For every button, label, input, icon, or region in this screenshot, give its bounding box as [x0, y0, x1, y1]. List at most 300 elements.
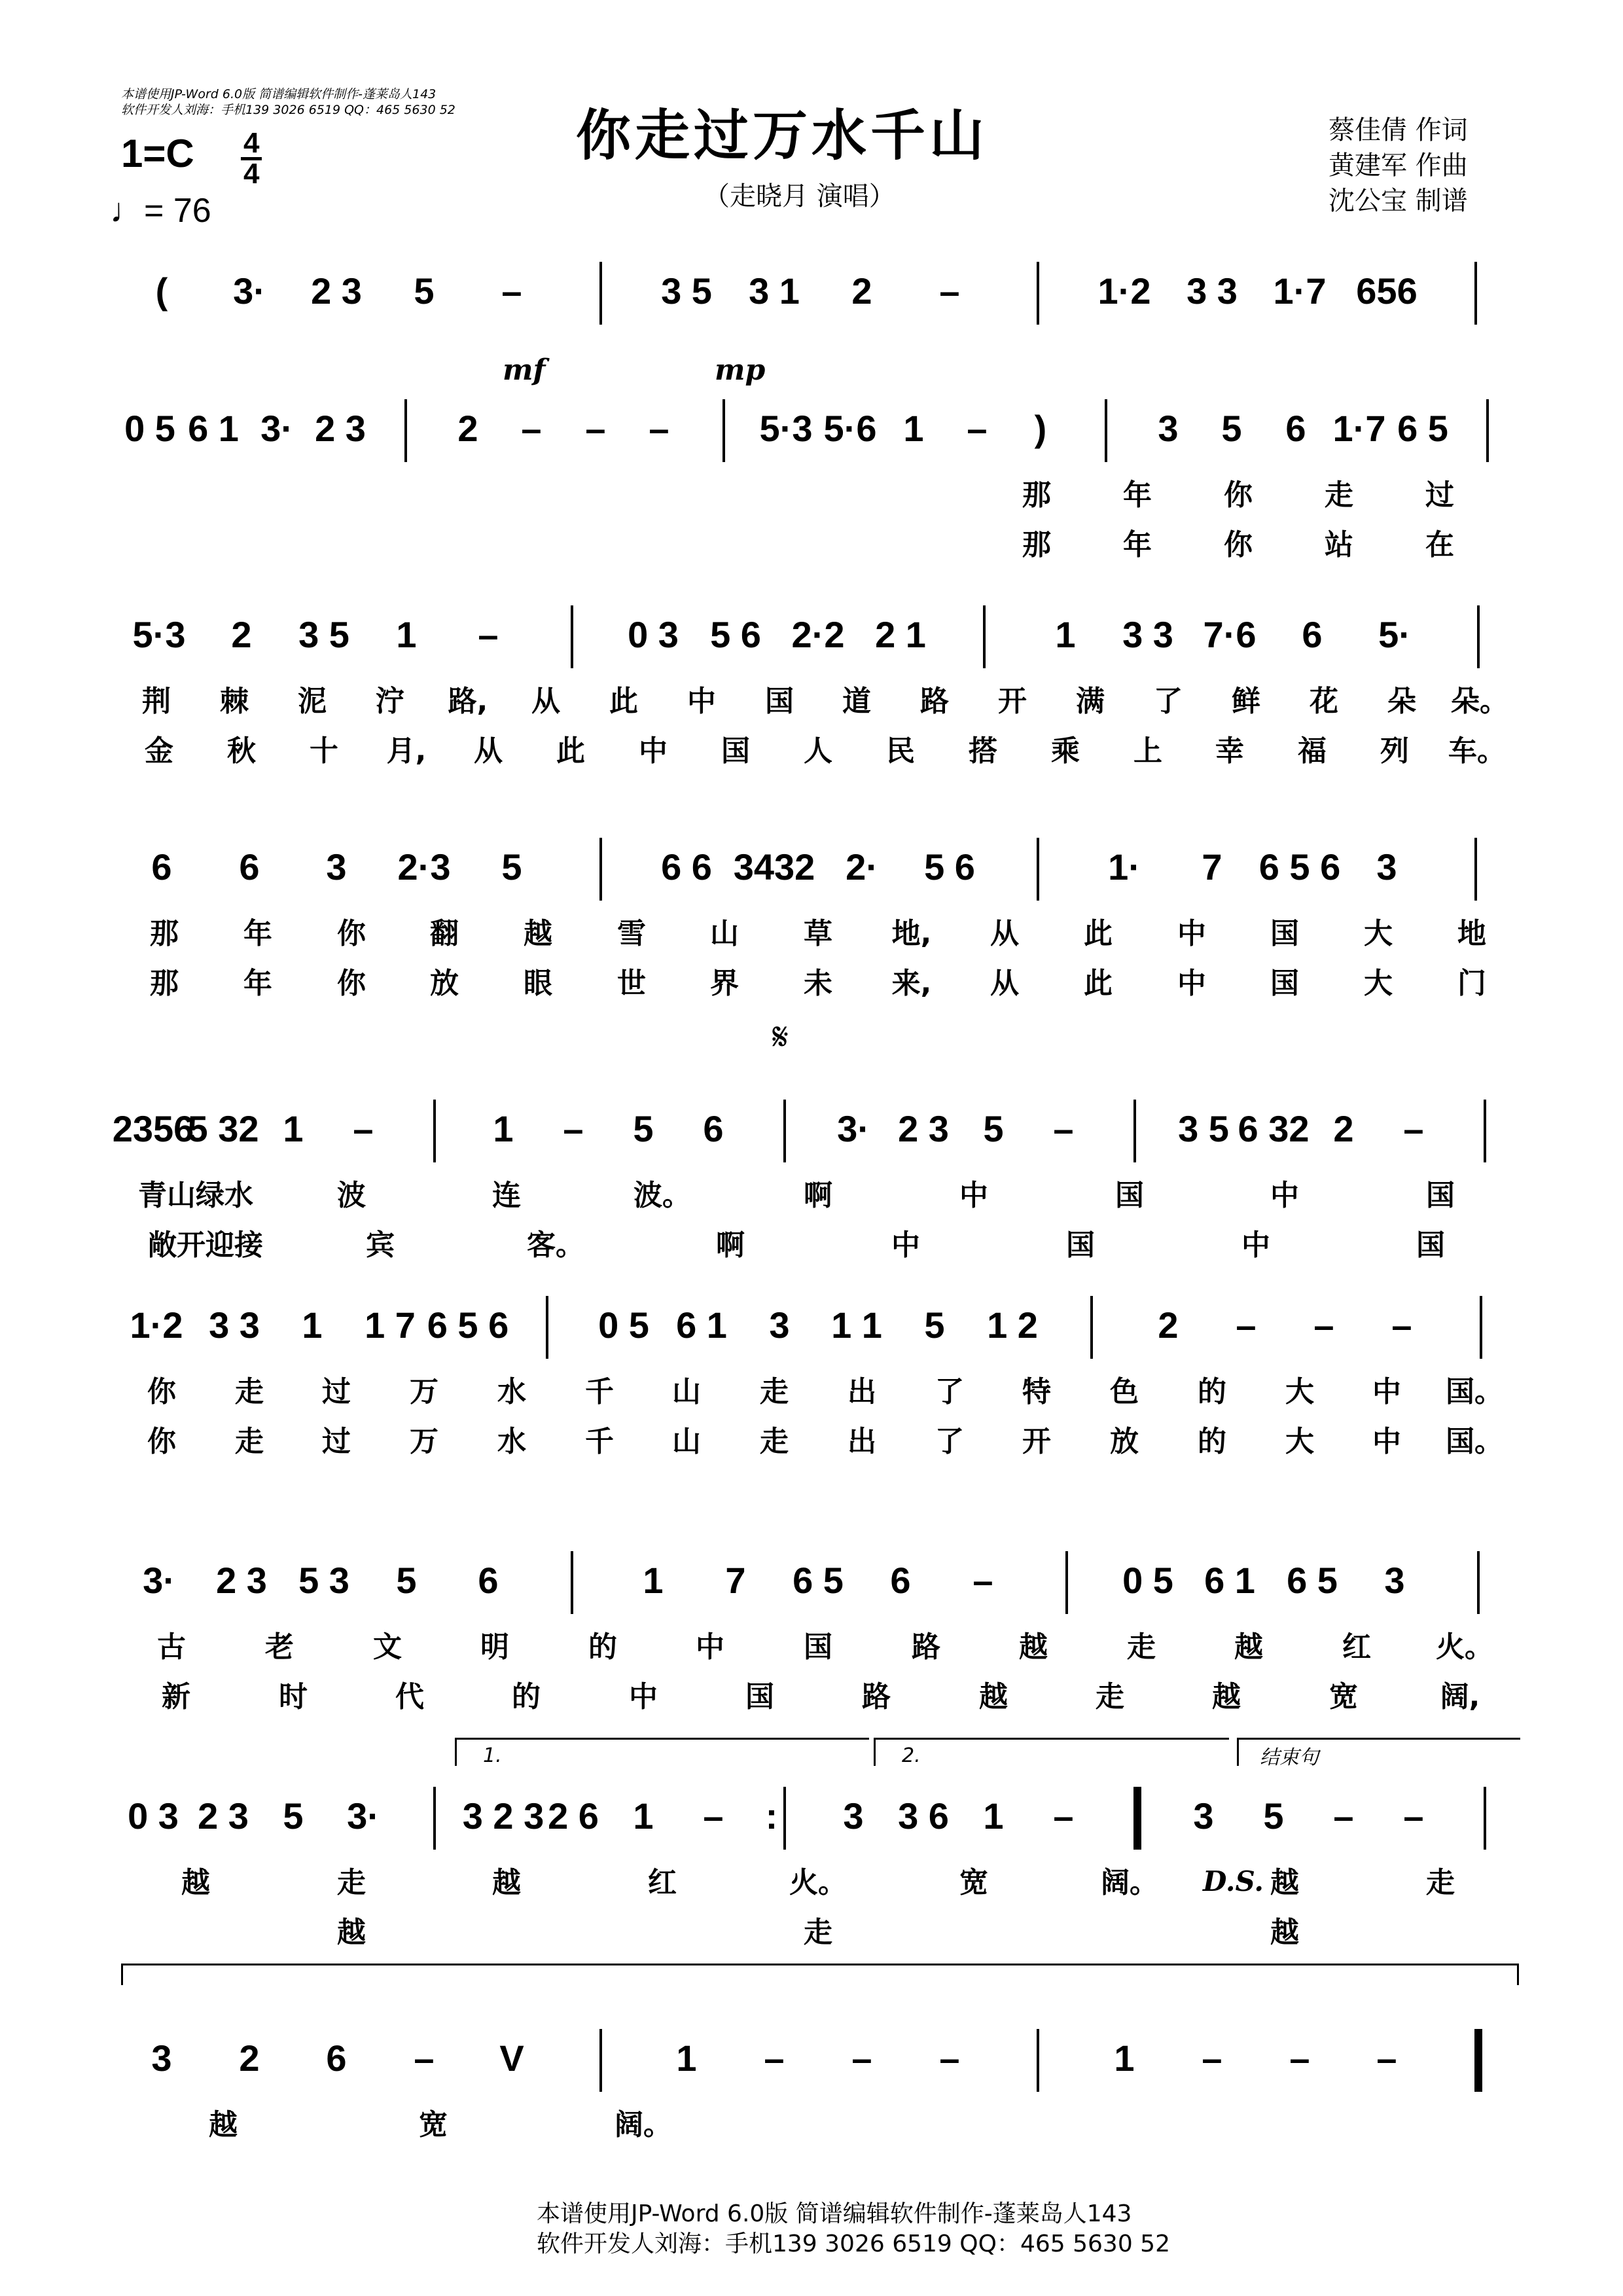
lyric-syllable: 了 — [1154, 685, 1183, 718]
lyric-syllable: 中 — [891, 1229, 920, 1262]
barline — [599, 2029, 602, 2092]
staff-system-6 — [118, 1302, 1518, 1458]
software-note-line2: 软件开发人刘海：手机139 3026 6519 QQ：465 5630 52 — [121, 103, 455, 117]
note-group: – — [1202, 2037, 1222, 2079]
lyric-syllable: 过 — [322, 1375, 351, 1408]
barline — [433, 1100, 436, 1162]
lyric-syllable: 雪 — [617, 917, 646, 950]
lyric-syllable: 越 — [1270, 1916, 1299, 1949]
lyric-syllable: 宾 — [366, 1229, 395, 1262]
lyric-syllable: 红 — [648, 1866, 677, 1899]
note-group: 6 — [703, 1108, 724, 1149]
note-group: 1 — [1055, 614, 1076, 655]
lyric-syllable: 越 — [979, 1680, 1008, 1713]
barline — [983, 605, 986, 668]
note-group: – — [1053, 1108, 1074, 1149]
lyric-syllable: 翻 — [430, 917, 459, 950]
note-group: – — [1053, 1795, 1074, 1837]
note-group: 2 — [239, 2037, 260, 2079]
staff-system-2 — [118, 406, 1518, 562]
note-group: 6 5 6 — [1258, 846, 1341, 888]
footer-line1: 本谱使用JP-Word 6.0版 简谱编辑软件制作-蓬莱岛人143 — [537, 2200, 1132, 2227]
note-group: 7·6 — [1203, 614, 1257, 655]
staff-system-4 — [118, 844, 1518, 1000]
key-signature: 1=C — [121, 132, 194, 175]
lyric-syllable: 中 — [1372, 1425, 1401, 1458]
lyric-syllable: 波 — [337, 1179, 366, 1212]
lyric-syllable: 青山绿水 — [138, 1179, 253, 1212]
note-group: – — [703, 1795, 724, 1837]
note-group: 5 — [501, 846, 522, 888]
note-group: 7 — [725, 1560, 746, 1601]
barline — [1477, 605, 1480, 668]
lyric-syllable: 开 — [998, 685, 1027, 718]
lyric-syllable: 车。 — [1448, 734, 1506, 768]
lyric-syllable: 越 — [1234, 1630, 1263, 1664]
lyric-syllable: 明 — [480, 1630, 509, 1664]
note-group: 3 5 — [298, 614, 349, 655]
note-group: – — [649, 408, 669, 449]
barline — [722, 399, 725, 462]
lyric-syllable: 你 — [147, 1425, 176, 1458]
lyric-syllable: 国 — [1270, 917, 1299, 950]
footer-line2: 软件开发人刘海：手机139 3026 6519 QQ：465 5630 52 — [537, 2231, 1170, 2257]
note-group: 3432 — [733, 846, 815, 888]
lyric-syllable: 国 — [765, 685, 794, 718]
note-group: – — [1376, 2037, 1397, 2079]
note-group: 3· — [837, 1108, 870, 1149]
note-group: 3 3 — [1186, 270, 1238, 312]
lyric-syllable: 来, — [891, 967, 932, 1000]
note-group: 2 3 — [198, 1795, 249, 1837]
composer-credit: 黄建军 作曲 — [1329, 151, 1468, 181]
lyric-syllable: 越 — [1270, 1866, 1299, 1899]
lyric-syllable: 走 — [1325, 478, 1353, 512]
performer-subtitle: （走晓月 演唱） — [704, 181, 895, 211]
staff-system-5 — [112, 1106, 1518, 1262]
lyric-verse-2 — [118, 521, 1518, 560]
lyric-verse-1 — [118, 471, 1518, 511]
lyric-syllable: 敞开迎接 — [148, 1229, 263, 1262]
lyric-syllable: 国。 — [1446, 1375, 1503, 1408]
final-barline — [1133, 1787, 1141, 1850]
note-group: 3 — [151, 2037, 172, 2079]
note-group: 5·3 — [759, 408, 813, 449]
note-group: 1 — [283, 1108, 304, 1149]
note-group: 6 — [326, 2037, 347, 2079]
lyric-syllable: 泥 — [298, 685, 327, 718]
lyric-syllable: 的 — [588, 1630, 617, 1664]
lyric-syllable: 秋 — [227, 734, 256, 768]
lyric-syllable: 路 — [862, 1680, 891, 1713]
lyric-syllable: 路 — [912, 1630, 940, 1664]
barline — [1090, 1296, 1093, 1359]
note-group: – — [939, 270, 960, 312]
note-group: 3 — [769, 1304, 790, 1346]
lyric-syllable: 山 — [672, 1375, 701, 1408]
note-group: – — [967, 408, 988, 449]
lyric-syllable: 的 — [512, 1680, 541, 1713]
lyric-verse-1 — [118, 1172, 1518, 1211]
tempo-marking: ♩= 76 — [110, 192, 211, 230]
note-group: 2 3 — [898, 1108, 949, 1149]
note-group: ( — [155, 270, 168, 312]
barline — [546, 1296, 548, 1359]
note-group: 5· — [1378, 614, 1411, 655]
note-group: 5 6 — [710, 614, 761, 655]
lyric-syllable: 列 — [1380, 734, 1409, 768]
note-group: 5 — [414, 270, 435, 312]
lyric-syllable: 中 — [1372, 1375, 1401, 1408]
lyric-syllable: 国 — [804, 1630, 832, 1664]
lyric-verse-1 — [118, 2101, 1518, 2140]
lyric-syllable: 国 — [721, 734, 750, 768]
lyric-syllable: 站 — [1325, 528, 1353, 562]
lyric-syllable: 走 — [235, 1425, 264, 1458]
lyric-syllable: 此 — [609, 685, 638, 718]
note-group: 5·3 — [132, 614, 186, 655]
lyric-syllable: 人 — [804, 734, 832, 768]
lyric-syllable: 路 — [920, 685, 949, 718]
note-group: 5 — [983, 1108, 1004, 1149]
lyric-verse-1 — [118, 1859, 1518, 1898]
note-group: – — [1403, 1108, 1424, 1149]
lyric-syllable: 中 — [1177, 967, 1206, 1000]
lyric-syllable: 从 — [531, 685, 560, 718]
barline — [1037, 262, 1039, 325]
lyric-syllable: 越 — [337, 1916, 366, 1949]
lyric-syllable: 你 — [337, 967, 366, 1000]
note-group: – — [764, 2037, 785, 2079]
lyric-syllable: 那 — [150, 917, 179, 950]
lyric-syllable: 越 — [1212, 1680, 1241, 1713]
note-group: 0 3 — [628, 614, 679, 655]
lyric-syllable: 千 — [585, 1425, 614, 1458]
lyric-syllable: 那 — [1022, 528, 1051, 562]
lyric-syllable: 古 — [157, 1630, 186, 1664]
note-group: 6 — [890, 1560, 911, 1601]
lyric-syllable: 从 — [474, 734, 503, 768]
lyric-syllable: 放 — [430, 967, 459, 1000]
lyric-verse-2 — [118, 1221, 1518, 1261]
note-group: 0 5 — [124, 408, 175, 449]
lyric-syllable: 那 — [150, 967, 179, 1000]
note-group: – — [414, 2037, 435, 2079]
lyric-syllable: 火。 — [1436, 1630, 1493, 1664]
lyric-syllable: 年 — [1123, 528, 1152, 562]
note-group: 2 — [1158, 1304, 1179, 1346]
lyric-syllable: 出 — [847, 1375, 876, 1408]
note-group: 1 — [676, 2037, 697, 2079]
note-group: – — [851, 2037, 872, 2079]
lyric-syllable: 此 — [1084, 967, 1113, 1000]
note-group: 1 — [1114, 2037, 1135, 2079]
volta-2-label: 2. — [902, 1744, 921, 1767]
lyric-syllable: 你 — [147, 1375, 176, 1408]
note-group: 6 1 — [676, 1304, 727, 1346]
lyric-syllable: 上 — [1133, 734, 1162, 768]
footer-note — [537, 2199, 1170, 2259]
volta-2-bracket — [874, 1738, 1229, 1766]
lyric-syllable: 泞 — [376, 685, 404, 718]
barline — [1037, 2029, 1039, 2092]
note-group: – — [1289, 2037, 1310, 2079]
lyric-syllable: 阔。 — [615, 2108, 672, 2142]
note-group: 1· — [1108, 846, 1141, 888]
note-group: 3 3 — [209, 1304, 260, 1346]
lyric-syllable: 十 — [310, 734, 338, 768]
note-group: 3 5 — [1178, 1108, 1229, 1149]
note-group: – — [939, 2037, 960, 2079]
barline — [1474, 838, 1477, 901]
note-group: 5 32 — [187, 1108, 259, 1149]
note-group: 6 6 — [661, 846, 712, 888]
barline — [783, 1100, 786, 1162]
barline — [1474, 262, 1477, 325]
note-group: 0 5 — [1122, 1560, 1173, 1601]
note-group: 1 1 — [831, 1304, 882, 1346]
note-group: ) — [1034, 408, 1047, 449]
note-group: – — [1333, 1795, 1354, 1837]
note-group: 5 — [633, 1108, 654, 1149]
note-group: 2 — [457, 408, 478, 449]
lyric-syllable: 开 — [1022, 1425, 1051, 1458]
lyric-syllable: 金 — [145, 734, 173, 768]
note-group: 5 — [396, 1560, 417, 1601]
note-group: 5 — [924, 1304, 945, 1346]
lyric-syllable: 国 — [1426, 1179, 1455, 1212]
volta-1-bracket — [455, 1738, 869, 1766]
lyric-syllable: 时 — [279, 1680, 308, 1713]
lyric-syllable: 在 — [1425, 528, 1454, 562]
lyric-syllable: 中 — [696, 1630, 724, 1664]
note-group: – — [501, 270, 522, 312]
note-group: 1 — [643, 1560, 664, 1601]
lyric-syllable: 走 — [1096, 1680, 1124, 1713]
note-group: – — [585, 408, 606, 449]
lyric-syllable: 未 — [804, 967, 832, 1000]
lyric-syllable: 荆 — [142, 685, 171, 718]
barline — [1037, 838, 1039, 901]
note-group: 1 2 — [987, 1304, 1038, 1346]
note-group: 6 5 6 — [427, 1304, 509, 1346]
dynamic-mf: mf — [503, 353, 546, 387]
lyric-syllable: 出 — [847, 1425, 876, 1458]
dynamic-mp: mp — [715, 353, 766, 387]
lyric-syllable: 波。 — [633, 1179, 691, 1212]
lyric-syllable: 越 — [181, 1866, 210, 1899]
note-group: 3· — [233, 270, 266, 312]
lyric-verse-2 — [118, 727, 1518, 766]
lyric-syllable: 那 — [1022, 478, 1051, 512]
barline — [1480, 1296, 1482, 1359]
lyric-syllable: 界 — [710, 967, 739, 1000]
note-group: V — [499, 2037, 524, 2079]
lyric-syllable: 中 — [1270, 1179, 1299, 1212]
lyric-verse-1 — [118, 1368, 1518, 1407]
note-group: 5 — [1221, 408, 1242, 449]
ds-marker: D.S. — [1203, 1865, 1264, 1897]
note-group: 3 1 — [749, 270, 800, 312]
barline — [571, 605, 573, 668]
lyric-syllable: 满 — [1076, 685, 1105, 718]
lyric-verse-1 — [118, 677, 1518, 717]
lyric-syllable: 走 — [804, 1916, 832, 1949]
lyricist-credit: 蔡佳倩 作词 — [1329, 115, 1468, 145]
lyric-syllable: 道 — [842, 685, 871, 718]
lyric-syllable: 越 — [209, 2108, 238, 2142]
note-group: 3 2 3 — [462, 1795, 544, 1837]
note-group: – — [1403, 1795, 1424, 1837]
repeat-dots: : — [765, 1795, 778, 1837]
note-group: 6 — [239, 846, 260, 888]
lyric-syllable: 红 — [1342, 1630, 1371, 1664]
system9-bracket — [121, 1964, 1519, 1985]
note-group: – — [1391, 1304, 1412, 1346]
lyric-syllable: 阔, — [1440, 1680, 1480, 1713]
note-group: 3 5 — [661, 270, 712, 312]
lyric-syllable: 万 — [410, 1425, 438, 1458]
note-group: 5·6 — [823, 408, 877, 449]
lyric-syllable: 中 — [959, 1179, 988, 1212]
volta-1-label: 1. — [483, 1744, 502, 1767]
lyric-syllable: 过 — [322, 1425, 351, 1458]
lyric-syllable: 搭 — [969, 734, 997, 768]
note-group: 2356 — [112, 1108, 194, 1149]
lyric-syllable: 门 — [1457, 967, 1486, 1000]
lyric-syllable: 中 — [629, 1680, 658, 1713]
note-group: 6 1 — [188, 408, 239, 449]
lyric-syllable: 国 — [745, 1680, 774, 1713]
note-group: 6 5 — [793, 1560, 844, 1601]
lyric-syllable: 越 — [524, 917, 552, 950]
lyric-syllable: 走 — [1426, 1866, 1455, 1899]
lyric-syllable: 此 — [556, 734, 585, 768]
lyric-syllable: 阔。 — [1101, 1866, 1158, 1899]
lyric-syllable: 地, — [891, 917, 932, 950]
lyric-syllable: 走 — [235, 1375, 264, 1408]
note-group: 1·7 — [1273, 270, 1327, 312]
lyric-syllable: 大 — [1364, 967, 1393, 1000]
lyric-syllable: 宽 — [419, 2108, 448, 2142]
note-group: 1 — [302, 1304, 323, 1346]
note-group: 1 — [396, 614, 417, 655]
lyric-verse-2 — [118, 1909, 1518, 1948]
lyric-syllable: 你 — [337, 917, 366, 950]
note-group: 5 — [283, 1795, 304, 1837]
note-group: – — [563, 1108, 584, 1149]
note-group: 2· — [846, 846, 878, 888]
lyric-syllable: 你 — [1224, 528, 1253, 562]
barline — [1065, 1551, 1068, 1614]
note-group: 6 — [478, 1560, 499, 1601]
lyric-syllable: 国 — [1416, 1229, 1445, 1262]
lyric-syllable: 大 — [1285, 1425, 1314, 1458]
note-group: 2 6 — [548, 1795, 599, 1837]
lyric-syllable: 中 — [1177, 917, 1206, 950]
note-group: 6 — [1285, 408, 1306, 449]
lyric-syllable: 宽 — [1329, 1680, 1358, 1713]
lyric-syllable: 国 — [1066, 1229, 1095, 1262]
lyric-syllable: 走 — [760, 1375, 789, 1408]
lyric-verse-1 — [118, 1623, 1518, 1662]
lyric-syllable: 特 — [1022, 1375, 1051, 1408]
note-group: 3 — [1384, 1560, 1405, 1601]
barline — [1484, 1787, 1486, 1850]
barline — [1484, 1100, 1486, 1162]
note-group: 2 3 — [311, 270, 362, 312]
note-group: 2 3 — [216, 1560, 267, 1601]
note-group: 3 6 — [898, 1795, 949, 1837]
note-group: 3 3 — [1122, 614, 1173, 655]
lyric-syllable: 年 — [243, 967, 272, 1000]
note-group: 6 32 — [1238, 1108, 1310, 1149]
barline — [404, 399, 407, 462]
note-group: 5 6 — [924, 846, 975, 888]
note-group: 3 — [1193, 1795, 1214, 1837]
lyric-syllable: 客。 — [527, 1229, 584, 1262]
lyric-syllable: 从 — [990, 967, 1019, 1000]
note-group: 5 3 — [298, 1560, 349, 1601]
lyric-syllable: 福 — [1298, 734, 1327, 768]
note-group: 3 — [843, 1795, 864, 1837]
note-group: 3 — [326, 846, 347, 888]
lyric-syllable: 走 — [1127, 1630, 1156, 1664]
lyric-syllable: 世 — [617, 967, 646, 1000]
note-group: 1 7 — [365, 1304, 416, 1346]
lyric-syllable: 老 — [265, 1630, 294, 1664]
lyric-syllable: 幸 — [1215, 734, 1244, 768]
note-group: 2 — [1333, 1108, 1354, 1149]
note-group: 6 — [151, 846, 172, 888]
lyric-syllable: 过 — [1425, 478, 1454, 512]
note-group: 6 5 — [1397, 408, 1448, 449]
note-group: – — [1236, 1304, 1257, 1346]
lyric-syllable: 路, — [448, 685, 488, 718]
note-group: 656 — [1356, 270, 1418, 312]
lyric-syllable: 越 — [1019, 1630, 1048, 1664]
lyric-syllable: 棘 — [220, 685, 249, 718]
lyric-syllable: 色 — [1110, 1375, 1139, 1408]
lyric-syllable: 从 — [990, 917, 1019, 950]
lyric-syllable: 朵。 — [1451, 685, 1508, 718]
note-group: – — [478, 614, 499, 655]
time-signature-top: 4 — [241, 130, 262, 160]
lyric-syllable: 走 — [760, 1425, 789, 1458]
note-group: 3 — [1158, 408, 1179, 449]
lyric-syllable: 国 — [1270, 967, 1299, 1000]
lyric-syllable: 火。 — [789, 1866, 847, 1899]
lyric-syllable: 的 — [1198, 1425, 1226, 1458]
note-group: 3· — [347, 1795, 380, 1837]
lyric-syllable: 的 — [1198, 1375, 1226, 1408]
lyric-syllable: 草 — [804, 917, 832, 950]
lyric-syllable: 月, — [386, 734, 427, 768]
note-group: 6 — [1302, 614, 1323, 655]
note-group: 3· — [143, 1560, 175, 1601]
barline — [1486, 399, 1489, 462]
staff-system-3 — [118, 612, 1518, 768]
lyric-syllable: 连 — [492, 1179, 521, 1212]
lyric-syllable: 鲜 — [1232, 685, 1260, 718]
lyric-syllable: 民 — [886, 734, 915, 768]
lyric-syllable: 中 — [1241, 1229, 1270, 1262]
note-group: – — [972, 1560, 993, 1601]
lyric-syllable: 年 — [1123, 478, 1152, 512]
barline — [599, 262, 602, 325]
software-note-line1: 本谱使用JP-Word 6.0版 简谱编辑软件制作-蓬莱岛人143 — [121, 87, 437, 101]
lyric-syllable: 山 — [672, 1425, 701, 1458]
